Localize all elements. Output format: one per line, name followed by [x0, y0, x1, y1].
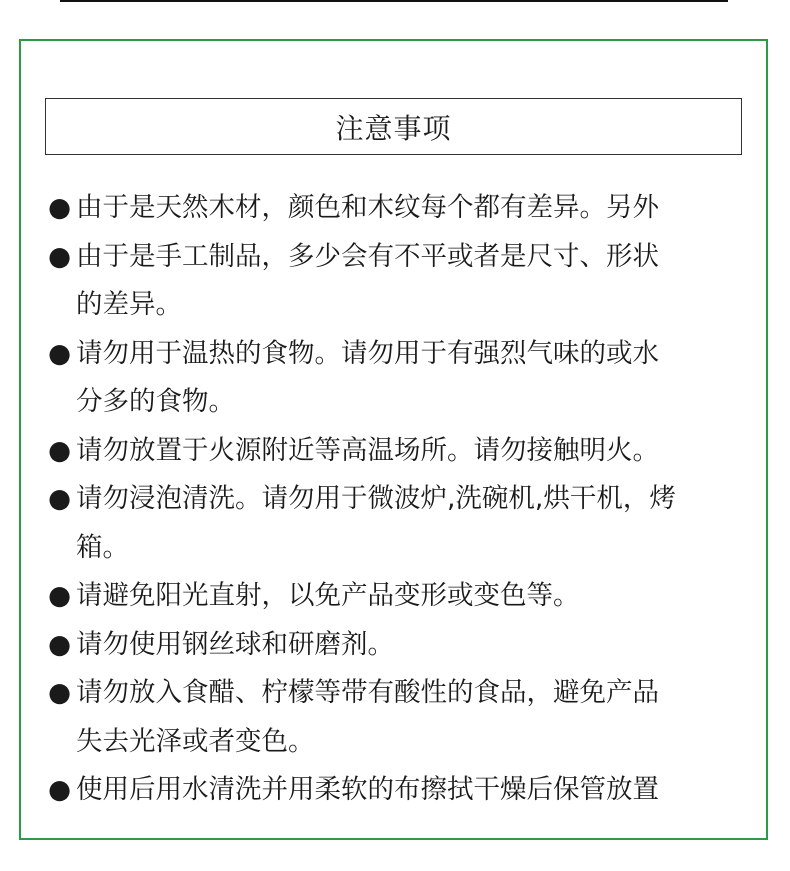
notice-text: 请避免阳光直射，以免产品变形或变色等。	[76, 580, 580, 611]
notice-text: 使用后用水清洗并用柔软的布擦拭干燥后保管放置	[76, 774, 659, 805]
bullet-icon: ●	[48, 337, 72, 369]
notice-item	[48, 233, 764, 330]
notice-text: 由于是天然木材，颜色和木纹每个都有差异。另外	[76, 192, 659, 223]
top-divider-line	[60, 0, 728, 2]
bullet-icon: ●	[48, 192, 72, 223]
notice-item	[48, 669, 764, 766]
bullet-icon: ●	[48, 240, 72, 272]
notice-list	[48, 184, 764, 815]
notice-item	[48, 572, 764, 621]
notice-text: 由于是手工制品，多少会有不平或者是尺寸、形状 的差异。	[76, 240, 659, 320]
notice-item	[48, 621, 764, 670]
notice-text: 请勿放入食醋、柠檬等带有酸性的食品，避免产品 失去光泽或者变色。	[76, 677, 659, 757]
notice-text: 请勿用于温热的食物。请勿用于有强烈气味的或水 分多的食物。	[76, 337, 659, 417]
notice-item	[48, 475, 764, 572]
notice-item	[48, 427, 764, 476]
notice-text: 请勿放置于火源附近等高温场所。请勿接触明火。	[76, 434, 659, 466]
notice-item	[48, 184, 764, 233]
bullet-icon: ●	[48, 774, 72, 805]
bullet-icon: ●	[48, 628, 72, 660]
notice-item	[48, 330, 764, 427]
bullet-icon: ●	[48, 580, 72, 611]
notice-item	[48, 766, 764, 815]
page-title: 注意事项	[335, 111, 452, 145]
bullet-icon: ●	[48, 483, 72, 514]
notice-text: 请勿浸泡清洗。请勿用于微波炉,洗碗机,烘干机，烤 箱。	[76, 483, 676, 563]
title-box	[45, 98, 742, 155]
bullet-icon: ●	[48, 677, 72, 708]
notice-text: 请勿使用钢丝球和研磨剂。	[76, 628, 394, 660]
bullet-icon: ●	[48, 434, 72, 466]
